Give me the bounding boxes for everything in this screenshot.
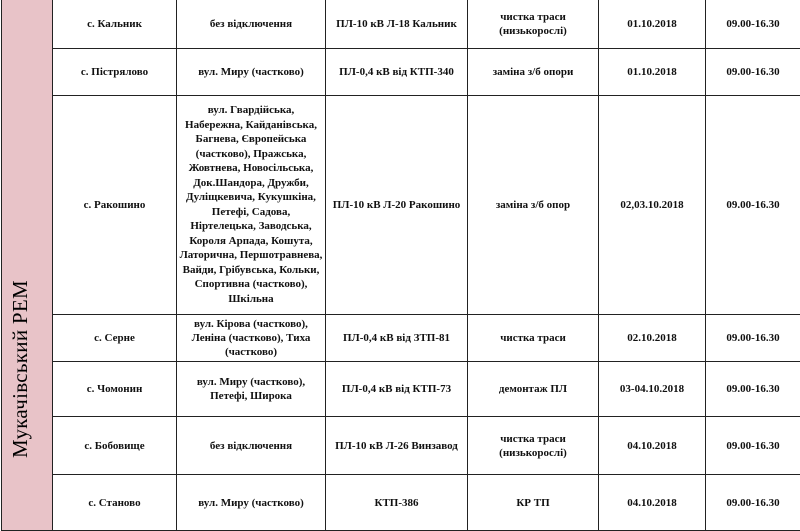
- streets-cell: вул. Миру (частково): [177, 475, 326, 531]
- date-cell: 02.10.2018: [599, 314, 706, 362]
- table-row: [2, 0, 800, 48]
- village-cell: с. Чомонин: [53, 362, 177, 417]
- line-cell: КТП-386: [326, 475, 468, 531]
- streets-cell: без відключення: [177, 0, 326, 48]
- time-cell: 09.00-16.30: [706, 416, 800, 475]
- work-cell: чистка траси: [468, 314, 599, 362]
- outage-schedule-table: [1, 0, 800, 531]
- time-cell: 09.00-16.30: [706, 48, 800, 96]
- work-cell: чистка траси (низькорослі): [468, 0, 599, 48]
- work-cell: демонтаж ПЛ: [468, 362, 599, 417]
- village-cell: с. Ракошино: [53, 96, 177, 314]
- work-cell: чистка траси (низькорослі): [468, 416, 599, 475]
- line-cell: ПЛ-10 кВ Л-20 Ракошино: [326, 96, 468, 314]
- work-cell: КР ТП: [468, 475, 599, 531]
- work-cell: заміна з/б опори: [468, 48, 599, 96]
- village-cell: с. Пістрялово: [53, 48, 177, 96]
- rem-label: Мукачівський РЕМ: [13, 280, 27, 458]
- rem-cell: [2, 0, 53, 531]
- date-cell: 01.10.2018: [599, 0, 706, 48]
- streets-cell: вул. Гвардійська, Набережна, Кайданівська, Багнева, Європейська (частково), Пражська, Жовтнева, Новосільська, Док.Шандора, Дружби, Дуліщкевича, Кукушкіна, Петефі, Садова, Ніртелецька, Заводська, Короля Арпада, Кошута, Латорична, Першотравнева, Вайди, Грібувська, Кольки, Спортивна (частково), Шкільна: [177, 96, 326, 314]
- line-cell: ПЛ-10 кВ Л-18 Кальник: [326, 0, 468, 48]
- table-row: [2, 416, 800, 475]
- time-cell: 09.00-16.30: [706, 475, 800, 531]
- village-cell: с. Кальник: [53, 0, 177, 48]
- table-row: [2, 48, 800, 96]
- time-cell: 09.00-16.30: [706, 362, 800, 417]
- line-cell: ПЛ-0,4 кВ від КТП-340: [326, 48, 468, 96]
- date-cell: 04.10.2018: [599, 416, 706, 475]
- village-cell: с. Становo: [53, 475, 177, 531]
- line-cell: ПЛ-10 кВ Л-26 Винзавод: [326, 416, 468, 475]
- table-row: [2, 475, 800, 531]
- date-cell: 01.10.2018: [599, 48, 706, 96]
- table-row: [2, 314, 800, 362]
- table-row: [2, 362, 800, 417]
- table-row: [2, 96, 800, 314]
- time-cell: 09.00-16.30: [706, 314, 800, 362]
- date-cell: 02,03.10.2018: [599, 96, 706, 314]
- date-cell: 04.10.2018: [599, 475, 706, 531]
- streets-cell: вул. Кірова (частково), Леніна (частково), Тиха (частково): [177, 314, 326, 362]
- streets-cell: без відключення: [177, 416, 326, 475]
- time-cell: 09.00-16.30: [706, 96, 800, 314]
- village-cell: с. Серне: [53, 314, 177, 362]
- streets-cell: вул. Миру (частково): [177, 48, 326, 96]
- line-cell: ПЛ-0,4 кВ від ЗТП-81: [326, 314, 468, 362]
- work-cell: заміна з/б опор: [468, 96, 599, 314]
- date-cell: 03-04.10.2018: [599, 362, 706, 417]
- streets-cell: вул. Миру (частково), Петефі, Широка: [177, 362, 326, 417]
- village-cell: с. Бобовище: [53, 416, 177, 475]
- time-cell: 09.00-16.30: [706, 0, 800, 48]
- line-cell: ПЛ-0,4 кВ від КТП-73: [326, 362, 468, 417]
